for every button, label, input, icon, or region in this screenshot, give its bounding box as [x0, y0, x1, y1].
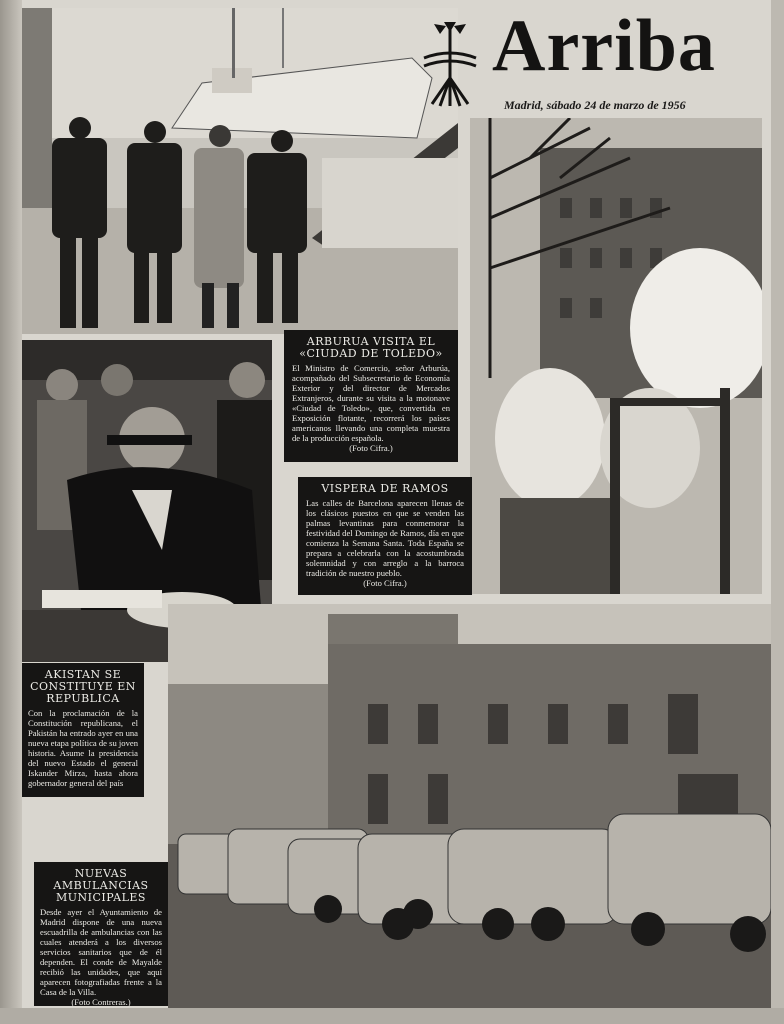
- masthead-title: Arriba: [492, 5, 716, 87]
- headline: NUEVAS AMBULANCIAS MUNICIPALES: [53, 867, 149, 904]
- page-edge: [771, 0, 784, 1024]
- caption-arburua: [284, 330, 458, 462]
- photo-credit: (Foto Contreras.): [71, 997, 131, 1006]
- article-body: Con la proclamación de la Constitución republicana, el Pakistán ha entrado ayer en una nueva etapa política de su joven historia. Asume la presidencia del nuevo Estado el general Iskander Mirza, hasta ahora gobernador general del país: [28, 708, 139, 788]
- article-body: El Ministro de Comercio, señor Arburúa, acompañado del Subsecretario de Economía Exterior y del director de Mercados Extranjeros, durante su visita a la motonave «Ciudad de Toledo», que, convertida en Exposición flotante, recorrerá los países americanos llevando una completa muestra de la producción española. (Foto Cifra.): [292, 363, 450, 453]
- caption-vispera-ramos: [298, 477, 472, 595]
- masthead-date: Madrid, sábado 24 de marzo de 1956: [504, 98, 686, 112]
- headline: ARBURUA VISITA EL «CIUDAD DE TOLEDO»: [299, 335, 443, 360]
- photo-ship-visit: [22, 8, 458, 334]
- photo-palm-stalls: [470, 118, 762, 594]
- photo-ambulances: [168, 604, 771, 1008]
- headline: AKISTAN SE CONSTITUYE EN REPUBLICA: [30, 668, 136, 705]
- caption-ambulancias: [34, 862, 168, 1006]
- page-spine: [0, 0, 22, 1024]
- page-bottom-edge: [0, 1008, 784, 1024]
- caption-pakistan: [22, 663, 144, 797]
- article-body: Desde ayer el Ayuntamiento de Madrid dispone de una nueva escuadrilla de ambulancias con las cuales atenderá a los diversos servicios sanitarios que de él dependen. El conde de Mayalde recibió las unidades, que aquí aparecen fotografiadas frente a la Casa de la Villa. (Foto Contreras.): [40, 907, 162, 1006]
- photo-credit: (Foto Cifra.): [349, 443, 393, 453]
- yoke-and-arrows-icon: [418, 18, 482, 110]
- headline: VISPERA DE RAMOS: [321, 482, 449, 495]
- photo-credit: (Foto Cifra.): [363, 578, 407, 588]
- article-body: Las calles de Barcelona aparecen llenas de los clásicos puestos en que se venden las palmas levantinas para conmemorar la festividad del Domingo de Ramos, día en que comienza la Semana Santa. Toda España se prepara a celebrarla con la acostumbrada solemnidad y con arreglo a la barroca tradición de nuestro pueblo. (Foto Cifra.): [306, 498, 464, 588]
